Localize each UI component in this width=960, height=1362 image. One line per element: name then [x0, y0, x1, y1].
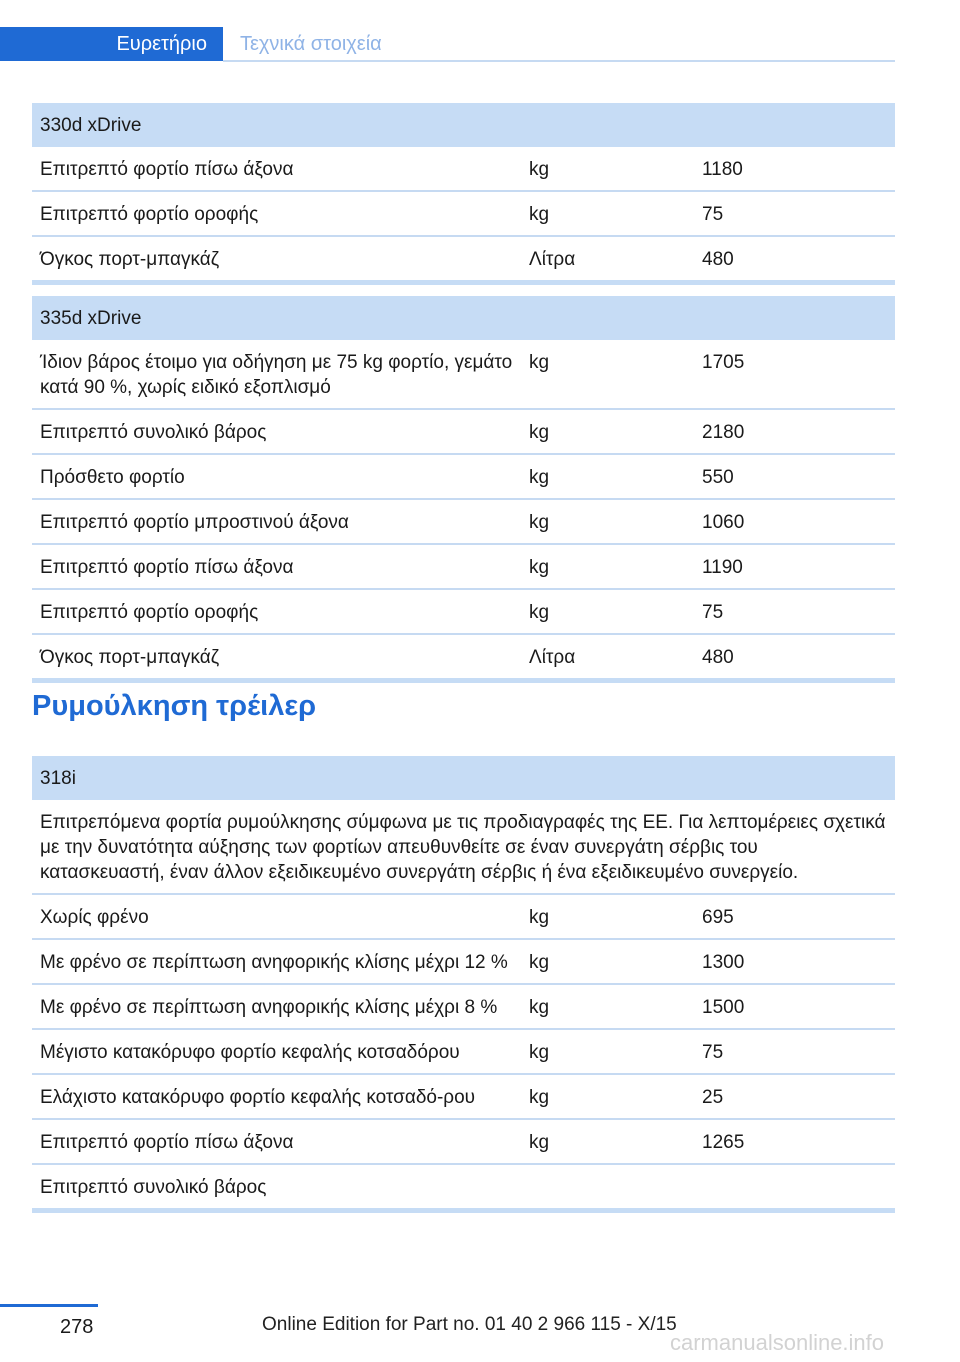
table-row	[32, 1119, 895, 1164]
row-label: Όγκος πορτ-μπαγκάζ	[32, 236, 521, 283]
tab-index[interactable]: Ευρετήριο	[0, 27, 223, 61]
row-label: Επιτρεπτό φορτίο πίσω άξονα	[32, 147, 521, 191]
page-number: 278	[60, 1316, 94, 1338]
row-label: Επιτρεπτό φορτίο πίσω άξονα	[32, 544, 521, 589]
row-value: 75	[694, 191, 895, 236]
row-label: Επιτρεπτό φορτίο πίσω άξονα	[32, 1119, 521, 1164]
row-value: 1190	[694, 544, 895, 589]
row-unit: kg	[521, 409, 694, 454]
table-header-row	[32, 103, 895, 147]
table-row	[32, 1164, 895, 1211]
row-unit: kg	[521, 340, 694, 409]
row-label: Επιτρεπτό φορτίο οροφής	[32, 191, 521, 236]
spec-table-335d	[32, 296, 895, 683]
spec-table-330d	[32, 103, 895, 285]
table-row	[32, 409, 895, 454]
table-row	[32, 894, 895, 939]
table-header-row	[32, 756, 895, 800]
row-unit: kg	[521, 544, 694, 589]
table-row	[32, 1074, 895, 1119]
row-value: 695	[694, 894, 895, 939]
table-row	[32, 191, 895, 236]
row-value: 550	[694, 454, 895, 499]
table-row	[32, 984, 895, 1029]
table-row	[32, 1029, 895, 1074]
row-unit: kg	[521, 589, 694, 634]
row-unit: kg	[521, 984, 694, 1029]
row-label: Ίδιον βάρος έτοιμο για οδήγηση με 75 kg φορτίο, γεμάτο κατά 90 %, χωρίς ειδικό εξοπλισμό	[32, 340, 521, 409]
row-value: 2180	[694, 409, 895, 454]
row-label: Επιτρεπτό συνολικό βάρος	[32, 409, 521, 454]
table-header-row	[32, 296, 895, 340]
header-divider	[223, 60, 895, 62]
row-unit: kg	[521, 454, 694, 499]
row-label: Με φρένο σε περίπτωση ανηφορικής κλίσης μέχρι 8 %	[32, 984, 521, 1029]
table-note-row	[32, 800, 895, 894]
top-navigation	[0, 0, 960, 62]
table-title: 330d xDrive	[32, 103, 895, 147]
row-unit: Λίτρα	[521, 634, 694, 681]
row-value: 1265	[694, 1119, 895, 1164]
row-value: 1705	[694, 340, 895, 409]
table-title: 335d xDrive	[32, 296, 895, 340]
table-row	[32, 499, 895, 544]
table-row	[32, 236, 895, 283]
tab-technical-data[interactable]: Τεχνικά στοιχεία	[240, 33, 382, 55]
row-value: 25	[694, 1074, 895, 1119]
table-row	[32, 454, 895, 499]
row-label: Με φρένο σε περίπτωση ανηφορικής κλίσης μέχρι 12 %	[32, 939, 521, 984]
row-value: 1300	[694, 939, 895, 984]
row-label: Επιτρεπτό φορτίο μπροστινού άξονα	[32, 499, 521, 544]
row-label: Μέγιστο κατακόρυφο φορτίο κεφαλής κοτσαδόρου	[32, 1029, 521, 1074]
row-label: Χωρίς φρένο	[32, 894, 521, 939]
row-unit	[521, 1164, 694, 1211]
row-label: Όγκος πορτ-μπαγκάζ	[32, 634, 521, 681]
row-unit: kg	[521, 1029, 694, 1074]
footer-accent-line	[0, 1304, 98, 1307]
row-unit: kg	[521, 894, 694, 939]
row-value: 480	[694, 236, 895, 283]
table-row	[32, 634, 895, 681]
row-value: 480	[694, 634, 895, 681]
row-value: 1180	[694, 147, 895, 191]
row-unit: kg	[521, 191, 694, 236]
row-value: 75	[694, 589, 895, 634]
row-unit: kg	[521, 147, 694, 191]
table-note: Επιτρεπόμενα φορτία ρυμούλκησης σύμφωνα με τις προδιαγραφές της ΕΕ. Για λεπτομέρειες σχετικά με την δυνατότητα αύξησης των φορτίων απευθυνθείτε σε έναν συνεργάτη σέρβις του κατασκευαστή, έναν άλλον εξειδικευμένο συνεργάτη σέρβις ή ένα εξειδικευμένο συνεργείο.	[32, 800, 895, 894]
row-value	[694, 1164, 895, 1211]
row-label: Επιτρεπτό φορτίο οροφής	[32, 589, 521, 634]
section-title: Ρυμούλκηση τρέιλερ	[32, 690, 317, 722]
table-row	[32, 147, 895, 191]
row-unit: kg	[521, 499, 694, 544]
table-title: 318i	[32, 756, 895, 800]
table-row	[32, 544, 895, 589]
row-value: 1060	[694, 499, 895, 544]
table-row	[32, 340, 895, 409]
spec-table-318i-towing	[32, 756, 895, 1213]
row-unit: kg	[521, 1074, 694, 1119]
row-unit: kg	[521, 1119, 694, 1164]
row-label: Πρόσθετο φορτίο	[32, 454, 521, 499]
table-row	[32, 589, 895, 634]
row-value: 1500	[694, 984, 895, 1029]
row-unit: Λίτρα	[521, 236, 694, 283]
row-value: 75	[694, 1029, 895, 1074]
watermark: carmanualsonline.info	[670, 1330, 885, 1355]
row-unit: kg	[521, 939, 694, 984]
row-label: Ελάχιστο κατακόρυφο φορτίο κεφαλής κοτσαδό-ρου	[32, 1074, 521, 1119]
table-row	[32, 939, 895, 984]
edition-note: Online Edition for Part no. 01 40 2 966 115 - X/15	[262, 1314, 677, 1335]
row-label: Επιτρεπτό συνολικό βάρος	[32, 1164, 521, 1211]
